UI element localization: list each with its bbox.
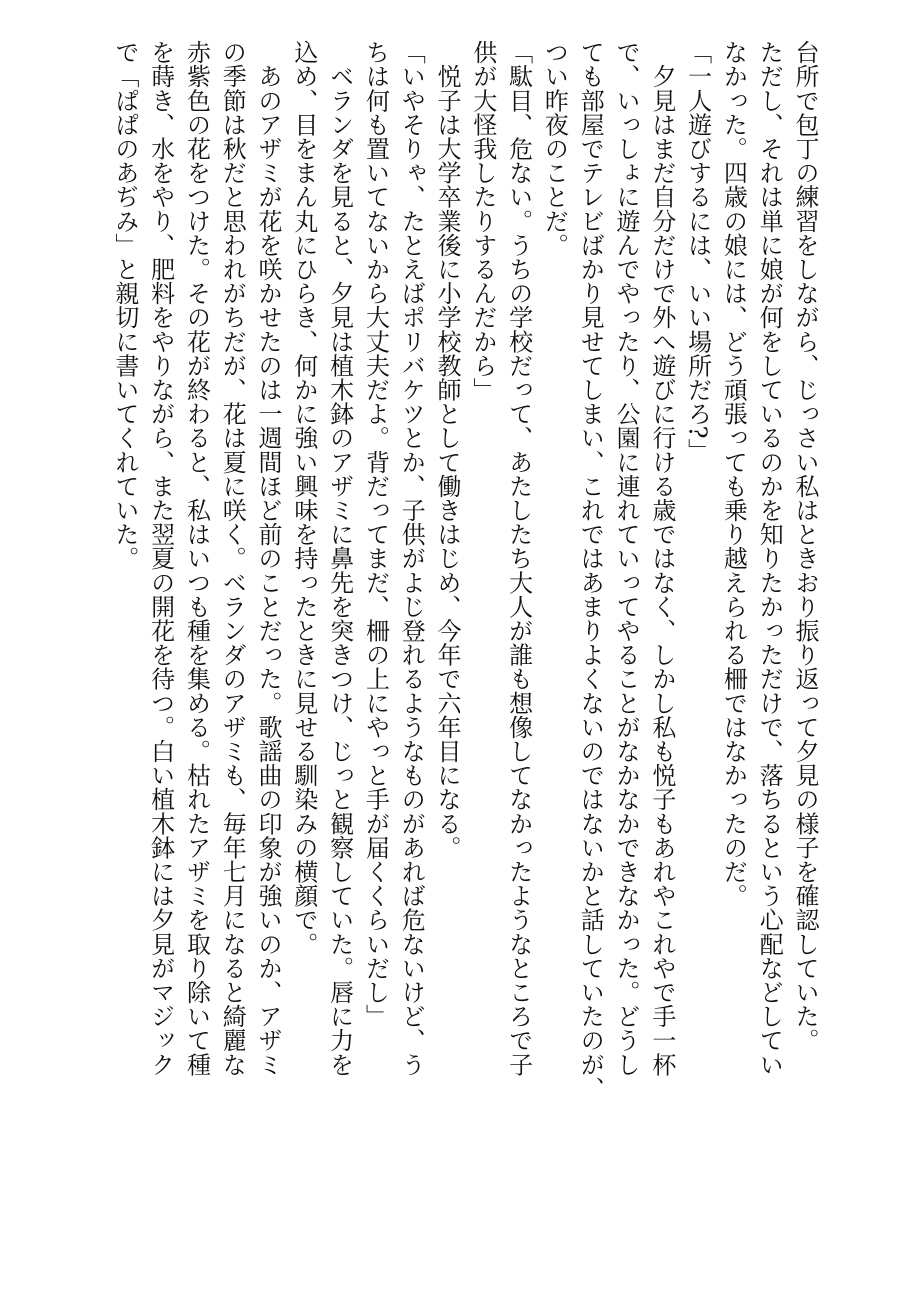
text-line-11: 悦子は大学卒業後に小学校教師として働きはじめ、今年で六年目になる。	[433, 40, 462, 860]
text-line-12: 「いやそりゃ、たとえばポリバケツとか、子供がよじ登れるようなものがあれば危ないけど、う	[397, 40, 426, 1077]
text-line-1: 台所で包丁の練習をしながら、じっさい私はときおり振り返って夕見の様子を確認していた。	[791, 40, 819, 1053]
text-line-4: 「一人遊びするには、いい場所だろ?」	[683, 40, 712, 463]
text-line-19: を蒔き、水をやり、肥料をやりながら、また翌夏の開花を待つ。白い植木鉢には夕見がマジック	[146, 40, 175, 1077]
vertical-text-body	[106, 40, 822, 1254]
text-line-17: の季節は秋だと思われがちだが、花は夏に咲く。ベランダのアザミも、毎年七月になると綺麗な	[218, 40, 247, 1077]
text-line-6: で、いっしょに遊んでやったり、公園に連れていってやることがなかなかできなかった。どうし	[612, 40, 641, 1077]
text-line-3: なかった。四歳の娘には、どう頑張っても乗り越えられる柵ではなかったのだ。	[719, 40, 748, 908]
text-line-10: 供が大怪我したりするんだから」	[468, 40, 497, 402]
text-line-8: つい昨夜のことだ。	[540, 40, 569, 257]
text-line-18: 赤紫色の花をつけた。その花が終わると、私はいつも種を集める。枯れたアザミを取り除いて種	[182, 40, 211, 1077]
text-line-14: ベランダを見ると、夕見は植木鉢のアザミに鼻先を突きつけ、じっと観察していた。唇に力を	[325, 40, 354, 1077]
text-line-16: あのアザミが花を咲かせたのは一週間ほど前のことだった。歌謡曲の印象が強いのか、アザミ	[254, 40, 283, 1077]
text-line-13: ちは何も置いてないから大丈夫だよ。背だってまだ、柵の上にやっと手が届くくらいだし」	[361, 40, 390, 1029]
text-line-7: ても部屋でテレビばかり見せてしまい、これではあまりよくないのではないかと話していたのが、	[576, 40, 605, 1101]
text-line-9: 「駄目、危ない。うちの学校だって、あたしたち大人が誰も想像してなかったようなところで子	[504, 40, 533, 1077]
text-line-20: で「ぱぱのあぢみ」と親切に書いてくれていた。	[110, 40, 139, 571]
text-line-2: ただし、それは単に娘が何をしているのかを知りたかっただけで、落ちるという心配などしてい	[755, 40, 784, 1077]
text-line-15: 込め、目をまん丸にひらき、何かに強い興味を持ったときに見せる馴染みの横顔で。	[289, 40, 318, 956]
text-line-5: 夕見はまだ自分だけで外へ遊びに行ける歳ではなく、しかし私も悦子もあれやこれやで手一杯	[647, 40, 676, 1077]
